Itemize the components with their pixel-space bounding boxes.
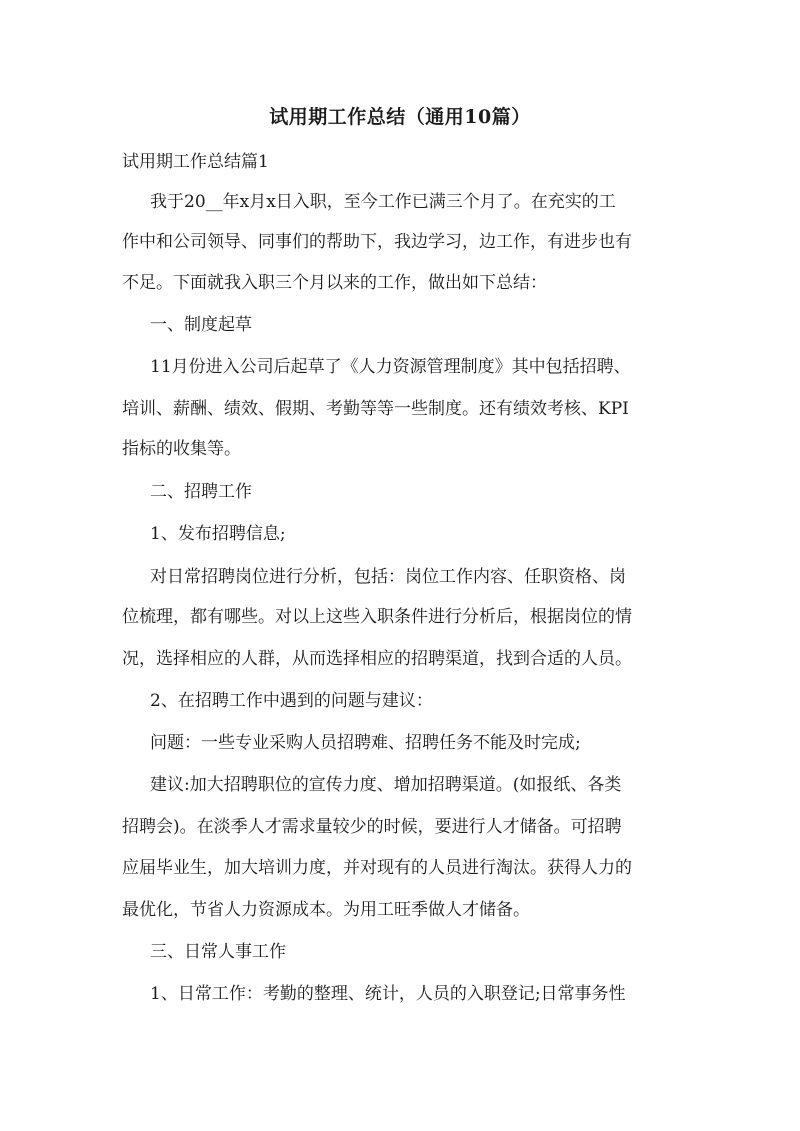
paragraph-line: 培训、薪酬、绩效、假期、考勤等等一些制度。还有绩效考核、KPI xyxy=(122,399,629,419)
paragraph-line: 我于20__年x月x日入职，至今工作已满三个月了。在充实的工 xyxy=(150,192,616,212)
subheading: 一、制度起草 xyxy=(150,315,252,335)
paragraph-line: 11月份进入公司后起草了《人力资源管理制度》其中包括招聘、 xyxy=(150,357,631,377)
section-heading: 试用期工作总结篇1 xyxy=(122,152,269,172)
document-title: 试用期工作总结（通用10篇） xyxy=(269,106,531,128)
paragraph-line: 问题：一些专业采购人员招聘难、招聘任务不能及时完成; xyxy=(150,733,581,753)
paragraph-line: 位梳理，都有哪些。对以上这些入职条件进行分析后，根据岗位的情 xyxy=(122,607,632,627)
paragraph-line: 不足。下面就我入职三个月以来的工作，做出如下总结： xyxy=(122,273,547,293)
paragraph-line: 建议:加大招聘职位的宣传力度、增加招聘渠道。(如报纸、各类 xyxy=(150,775,622,795)
list-item: 1、日常工作：考勤的整理、统计，人员的入职登记;日常事务性 xyxy=(150,984,626,1004)
subheading: 二、招聘工作 xyxy=(150,482,252,502)
paragraph-line: 招聘会)。在淡季人才需求量较少的时候，要进行人才储备。可招聘 xyxy=(122,817,622,837)
paragraph-line: 最优化，节省人力资源成本。为用工旺季做人才储备。 xyxy=(122,900,530,920)
paragraph-line: 况，选择相应的人群，从而选择相应的招聘渠道，找到合适的人员。 xyxy=(122,649,632,669)
paragraph-line: 指标的收集等。 xyxy=(122,439,241,459)
paragraph-line: 作中和公司领导、同事们的帮助下，我边学习，边工作，有进步也有 xyxy=(122,232,632,252)
list-item: 2、在招聘工作中遇到的问题与建议： xyxy=(150,691,433,711)
paragraph-line: 对日常招聘岗位进行分析，包括：岗位工作内容、任职资格、岗 xyxy=(150,567,626,587)
list-item: 1、发布招聘信息; xyxy=(150,524,286,544)
paragraph-line: 应届毕业生，加大培训力度，并对现有的人员进行淘汰。获得人力的 xyxy=(122,858,632,878)
subheading: 三、日常人事工作 xyxy=(150,942,286,962)
